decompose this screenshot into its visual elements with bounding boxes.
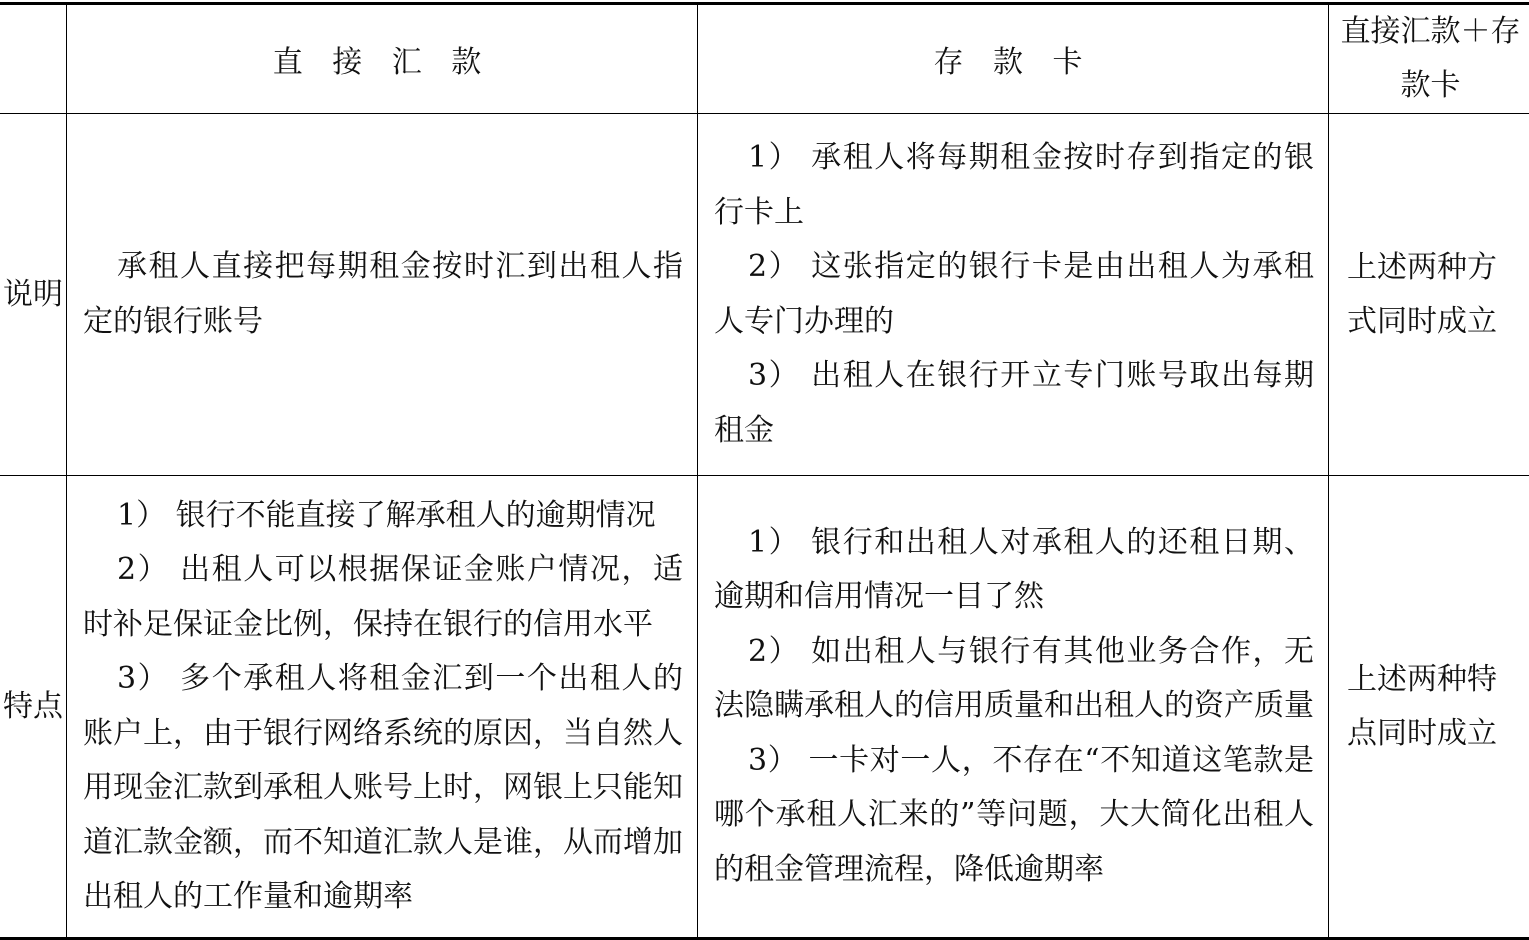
- cell-paragraph: 承租人直接把每期租金按时汇到出租人指定的银行账号: [83, 240, 683, 349]
- comparison-table: [0, 2, 1529, 940]
- cell-paragraph: 2） 如出租人与银行有其他业务合作，无法隐瞒承租人的信用质量和出租人的资产质量: [714, 625, 1314, 734]
- cell-paragraph: 3） 出租人在银行开立专门账号取出每期租金: [714, 349, 1314, 458]
- header-both: 直接汇款＋存款卡: [1329, 4, 1529, 114]
- cell-card-description: [698, 114, 1329, 476]
- cell-paragraph: 2） 出租人可以根据保证金账户情况，适时补足保证金比例，保持在银行的信用水平: [83, 543, 683, 652]
- cell-paragraph: 3） 一卡对一人，不存在“不知道这笔款是哪个承租人汇来的”等问题，大大简化出租人的租金管理流程，降低逾期率: [714, 734, 1314, 898]
- header-row: [0, 4, 1529, 114]
- cell-both-features: 上述两种特点同时成立: [1329, 476, 1529, 939]
- cell-paragraph: 1） 银行不能直接了解承租人的逾期情况: [83, 489, 683, 544]
- cell-paragraph: 3） 多个承租人将租金汇到一个出租人的账户上，由于银行网络系统的原因，当自然人用现金汇款到承租人账号上时，网银上只能知道汇款金额，而不知道汇款人是谁，从而增加出租人的工作量和逾期率: [83, 652, 683, 925]
- table-row: [0, 476, 1529, 939]
- cell-paragraph: 1） 承租人将每期租金按时存到指定的银行卡上: [714, 131, 1314, 240]
- cell-card-features: [698, 476, 1329, 939]
- cell-both-description: 上述两种方式同时成立: [1329, 114, 1529, 476]
- cell-direct-description: [67, 114, 698, 476]
- row-label-features: 特点: [0, 476, 67, 939]
- cell-direct-features: [67, 476, 698, 939]
- cell-paragraph: 1） 银行和出租人对承租人的还租日期、逾期和信用情况一目了然: [714, 516, 1314, 625]
- header-corner: [0, 4, 67, 114]
- header-deposit-card: 存 款 卡: [698, 4, 1329, 114]
- header-direct-remit: 直 接 汇 款: [67, 4, 698, 114]
- cell-paragraph: 2） 这张指定的银行卡是由出租人为承租人专门办理的: [714, 240, 1314, 349]
- row-label-description: 说明: [0, 114, 67, 476]
- table-row: [0, 114, 1529, 476]
